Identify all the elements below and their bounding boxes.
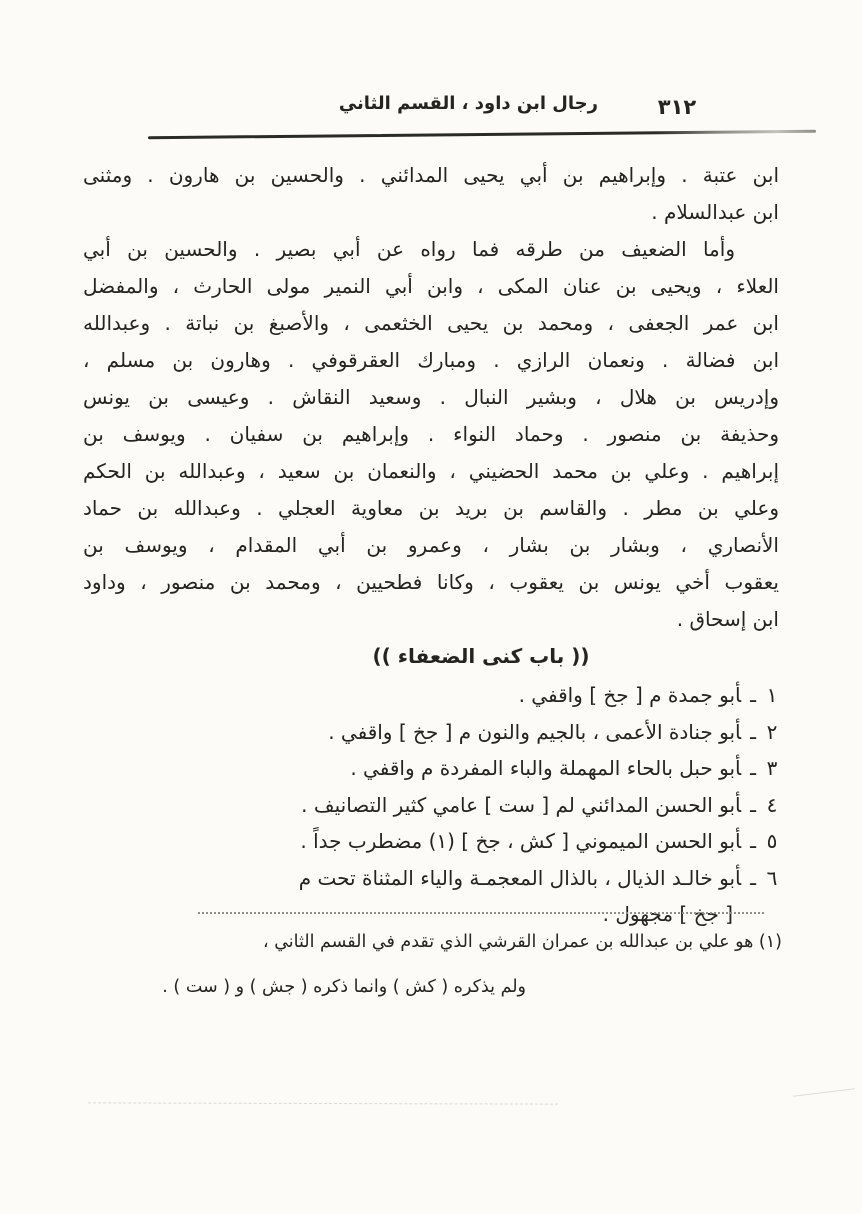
entry-dash: ـ bbox=[750, 829, 756, 853]
footnote-line: ولم يذكره ( كش ) وانما ذكره ( جش ) و ( ست ) . bbox=[162, 977, 526, 997]
body-line: ابن عمر الجعفى ، ومحمد بن يحيى الخثعمى ، والأصبغ بن نباتة . وعبدالله bbox=[83, 311, 779, 335]
entry-number: ٦ bbox=[766, 865, 778, 890]
body-text bbox=[83, 157, 779, 638]
entry-row bbox=[83, 823, 779, 860]
body-line: وأما الضعيف من طرقه فما رواه عن أبي بصير . والحسين بن أبي bbox=[83, 237, 735, 261]
entry-text: أبو خالـد الذيال ، بالذال المعجمـة والياء المثناة تحت م bbox=[298, 865, 742, 890]
entry-text: أبو جنادة الأعمى ، بالجيم والنون م [ جخ ] واقفي . bbox=[328, 719, 742, 744]
entry-text: أبو جمدة م [ جخ ] واقفي . bbox=[518, 683, 742, 707]
body-line: الأنصاري ، وبشار بن بشار ، وعمرو بن أبي المقدام ، ويوسف بن bbox=[83, 533, 779, 557]
entry-dash: ـ bbox=[750, 756, 756, 780]
body-line: يعقوب أخي يونس بن يعقوب ، وكانا فطحيين ، ومحمد بن منصور ، وداود bbox=[83, 570, 779, 594]
entry-row bbox=[83, 750, 779, 787]
body-line: وعلي بن مطر . والقاسم بن بريد بن معاوية العجلي . وعبدالله بن حماد bbox=[83, 496, 779, 520]
entry-text: أبو الحسن المدائني لم [ ست ] عامي كثير التصانيف . bbox=[301, 792, 742, 817]
page-number: ٣١٢ bbox=[657, 95, 697, 119]
entry-number: ٣ bbox=[766, 756, 778, 780]
entry-row bbox=[83, 677, 779, 714]
body-line: وحذيفة بن منصور . وحماد النواء . وإبراهيم بن سفيان . ويوسف بن bbox=[83, 422, 779, 446]
entry-dash: ـ bbox=[750, 719, 756, 744]
page-title: رجال ابن داود ، القسم الثاني bbox=[338, 93, 598, 114]
footnote-line: (١) هو علي بن عبدالله بن عمران القرشي الذي تقدم في القسم الثاني ، bbox=[262, 932, 782, 952]
entry-dash: ـ bbox=[750, 865, 756, 890]
body-line: وإدريس بن هلال ، وبشير النبال . وسعيد النقاش . وعيسى بن يونس bbox=[83, 385, 779, 409]
entry-text: أبو حبل بالحاء المهملة والباء المفردة م واقفي . bbox=[350, 756, 742, 780]
entry-number: ٥ bbox=[766, 829, 778, 853]
entry-row bbox=[83, 787, 779, 824]
entry-number: ١ bbox=[766, 683, 778, 707]
body-line: ابن فضالة . ونعمان الرازي . ومبارك العقرقوفي . وهارون بن مسلم ، bbox=[83, 348, 779, 372]
body-line: ابن عتبة . وإبراهيم بن أبي يحيى المدائني . والحسين بن هارون . ومثنى bbox=[83, 163, 779, 187]
body-line: العلاء ، ويحيى بن عنان المكى ، وابن أبي النمير مولى الحارث ، والمفضل bbox=[83, 274, 779, 298]
header-rule bbox=[148, 130, 816, 139]
section-heading: (( باب كنى الضعفاء )) bbox=[372, 644, 590, 668]
body-line: ابن إسحاق . bbox=[676, 607, 779, 631]
entry-dash: ـ bbox=[750, 683, 756, 707]
entry-dash: ـ bbox=[750, 792, 756, 817]
footnotes bbox=[78, 920, 782, 1010]
entry-number: ٢ bbox=[766, 719, 778, 744]
entry-row bbox=[83, 714, 779, 751]
entry-text: أبو الحسن الميموني [ كش ، جخ ] (١) مضطرب جداً . bbox=[300, 829, 742, 853]
entries-list bbox=[83, 677, 779, 932]
entry-number: ٤ bbox=[766, 792, 778, 817]
body-line: إبراهيم . وعلي بن محمد الحضيني ، والنعمان بن سعيد ، وعبدالله بن الحكم bbox=[83, 459, 779, 483]
entry-continuation: [ جخ ] مجهول . bbox=[602, 902, 733, 926]
footnote-divider bbox=[198, 912, 764, 914]
scan-artifact-mark bbox=[793, 1088, 855, 1097]
scan-artifact-line bbox=[88, 1102, 558, 1104]
body-line: ابن عبدالسلام . bbox=[651, 200, 779, 224]
entry-row bbox=[83, 860, 779, 897]
